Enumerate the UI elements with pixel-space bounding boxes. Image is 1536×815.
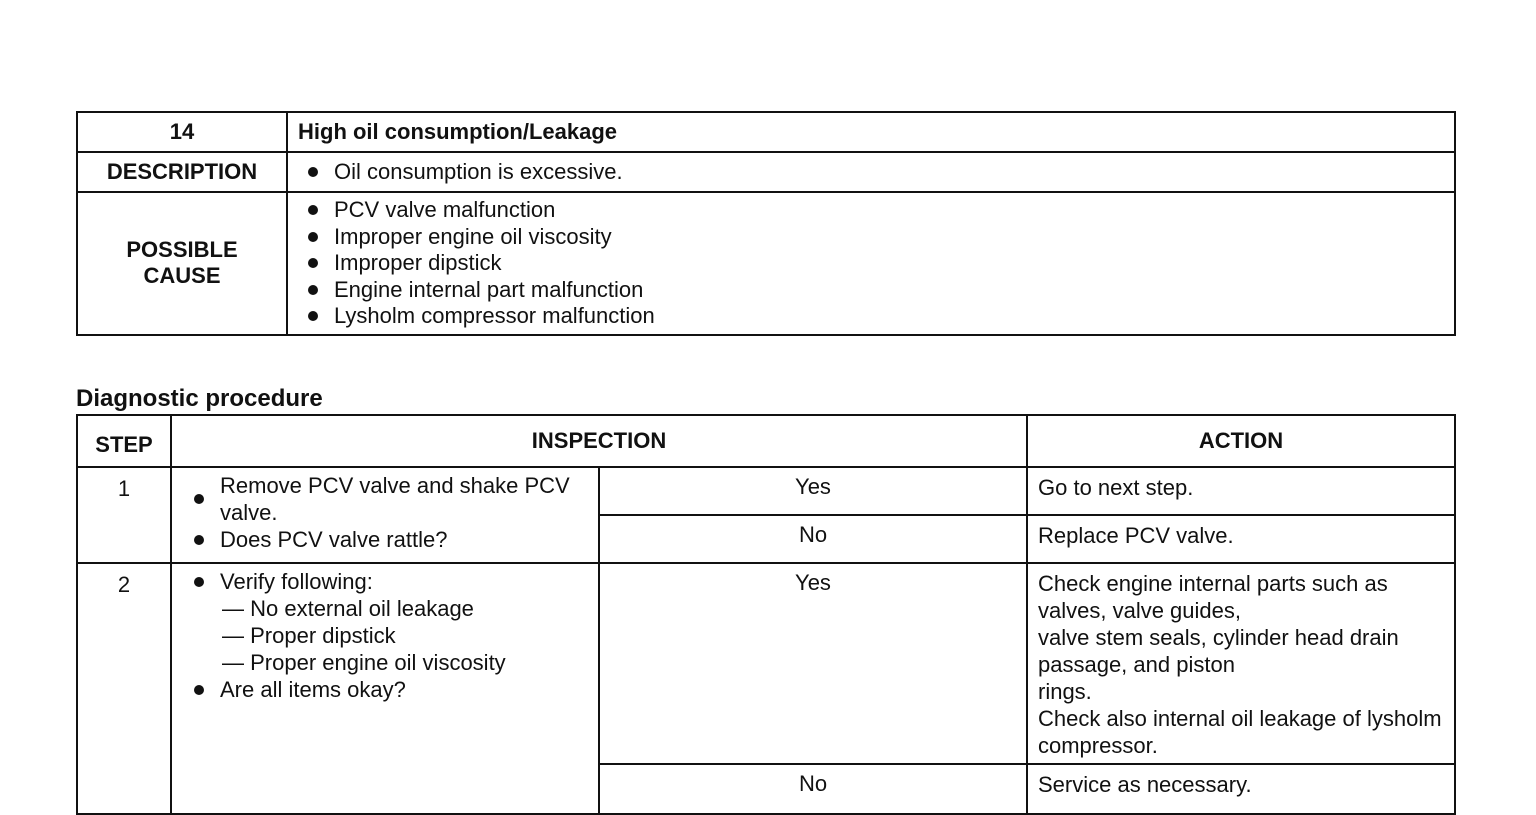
table-row	[77, 467, 1455, 515]
possible-cause-label-line1: POSSIBLE	[126, 237, 238, 263]
inspection-cell	[171, 563, 599, 814]
no-action: Replace PCV valve.	[1027, 515, 1455, 563]
yes-action-line: valve stem seals, cylinder head drain passage, and piston	[1038, 625, 1399, 677]
table-row	[77, 563, 1455, 764]
no-label: No	[599, 764, 1027, 814]
inspection-item: Are all items okay?	[192, 676, 598, 703]
inspection-header: INSPECTION	[171, 415, 1027, 467]
yes-label: Yes	[599, 467, 1027, 515]
cause-item: Engine internal part malfunction	[302, 277, 1454, 304]
no-action: Service as necessary.	[1027, 764, 1455, 814]
step-header: STEP	[77, 415, 171, 467]
possible-cause-list	[288, 193, 1454, 334]
action-header: ACTION	[1027, 415, 1455, 467]
inspection-subitem: — Proper dipstick	[222, 623, 396, 648]
description-row	[77, 152, 1455, 192]
step-number: 2	[77, 563, 171, 814]
inspection-list	[172, 468, 598, 553]
possible-cause-cell	[287, 192, 1455, 335]
possible-cause-row	[77, 192, 1455, 335]
yes-action-line: Check engine internal parts such as valves, valve guides,	[1038, 571, 1388, 623]
symptom-number: 14	[77, 112, 287, 152]
symptom-title-row	[77, 112, 1455, 152]
inspection-item: Verify following:	[192, 568, 598, 595]
cause-item: Lysholm compressor malfunction	[302, 303, 1454, 330]
diagnostic-table	[76, 414, 1456, 815]
cause-item: Improper engine oil viscosity	[302, 224, 1454, 251]
yes-action-line: rings.	[1038, 679, 1092, 704]
description-label: DESCRIPTION	[77, 152, 287, 192]
yes-label: Yes	[599, 563, 1027, 764]
symptom-title: High oil consumption/Leakage	[287, 112, 1455, 152]
description-list	[288, 153, 1454, 190]
inspection-subitem: — Proper engine oil viscosity	[222, 650, 506, 675]
inspection-cell	[171, 467, 599, 563]
cause-item: Improper dipstick	[302, 250, 1454, 277]
diagnostic-procedure-heading: Diagnostic procedure	[76, 385, 323, 412]
yes-action	[1027, 563, 1455, 764]
description-item: Oil consumption is excessive.	[302, 159, 1454, 186]
possible-cause-label	[77, 192, 287, 335]
inspection-list	[172, 564, 598, 703]
inspection-subitem: — No external oil leakage	[222, 596, 474, 621]
yes-action-line: Check also internal oil leakage of lysholm compressor.	[1038, 706, 1442, 758]
symptom-info-table	[76, 111, 1456, 336]
no-label: No	[599, 515, 1027, 563]
yes-action: Go to next step.	[1027, 467, 1455, 515]
inspection-item: Does PCV valve rattle?	[192, 526, 598, 553]
description-cell	[287, 152, 1455, 192]
possible-cause-label-line2: CAUSE	[143, 263, 221, 289]
step-number: 1	[77, 467, 171, 563]
cause-item: PCV valve malfunction	[302, 197, 1454, 224]
inspection-item: Remove PCV valve and shake PCV valve.	[192, 472, 598, 526]
diagnostic-header-row	[77, 415, 1455, 467]
